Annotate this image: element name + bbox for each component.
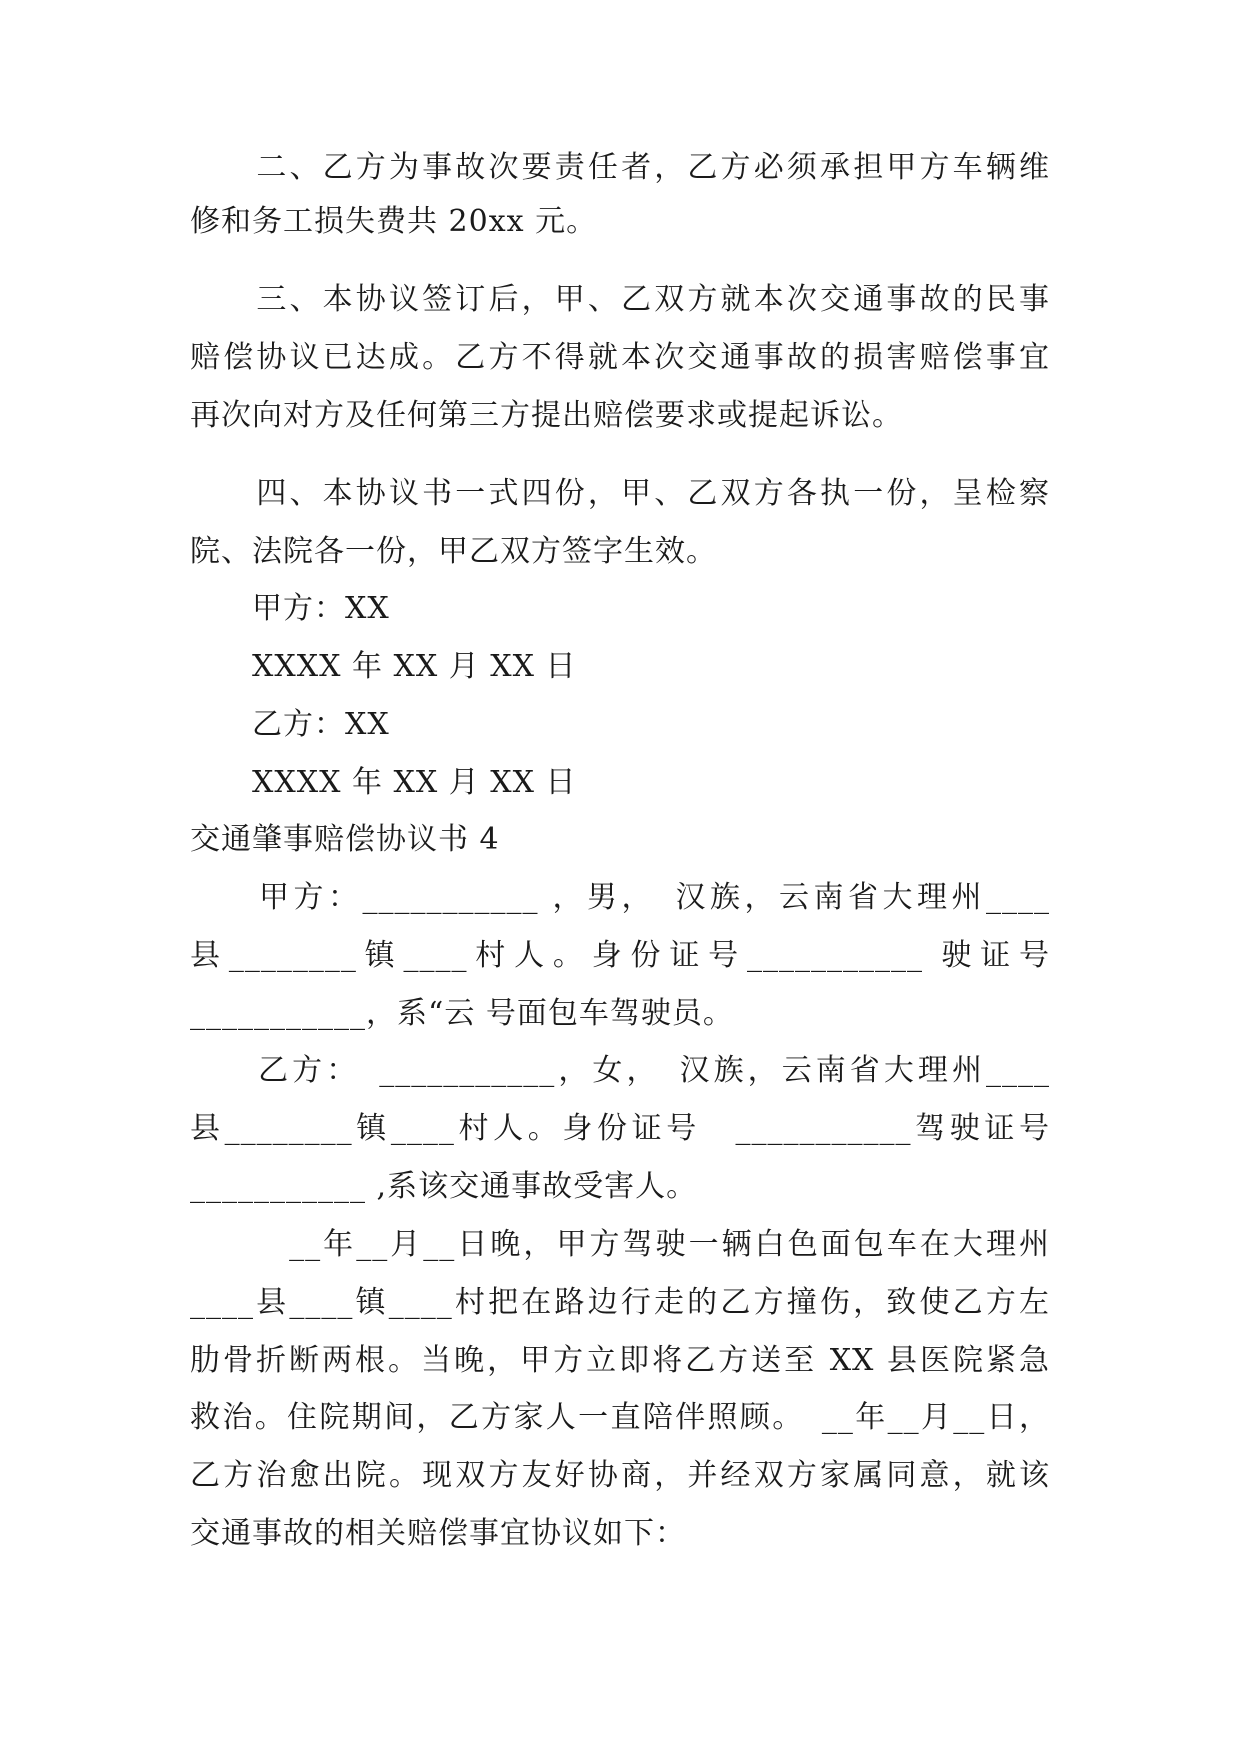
signature-party-b: 乙方：XX: [190, 707, 390, 742]
text-line: 乙方治愈出院。现双方友好协商，并经双方家属同意，就该: [190, 1458, 1050, 1493]
signature-party-a: 甲方：XX: [190, 591, 390, 626]
text-line: 四、本协议书一式四份，甲、乙双方各执一份，呈检察: [190, 476, 1050, 511]
text-line: 交通事故的相关赔偿事宜协议如下：: [190, 1516, 686, 1551]
text-line: __年__月__日晚，甲方驾驶一辆白色面包车在大理州: [190, 1227, 1050, 1262]
section-title: 交通肇事赔偿协议书 4: [190, 822, 500, 857]
text-line: 救治。住院期间，乙方家人一直陪伴照顾。 __年__月__日，: [190, 1400, 1050, 1435]
text-line: ____县____镇____村把在路边行走的乙方撞伤，致使乙方左: [190, 1285, 1050, 1320]
text-line: 修和务工损失费共 20xx 元。: [190, 204, 598, 239]
text-line: 乙方： ___________，女， 汉族，云南省大理州____: [190, 1053, 1050, 1088]
text-line: 肋骨折断两根。当晚，甲方立即将乙方送至 XX 县医院紧急: [190, 1343, 1050, 1378]
text-line: 县________镇____村人。身份证号 ___________驾驶证号: [190, 1111, 1050, 1146]
text-line: 二、乙方为事故次要责任者，乙方必须承担甲方车辆维: [190, 150, 1050, 185]
signature-date-a: XXXX 年 XX 月 XX 日: [190, 649, 577, 684]
text-line: ___________ ,系该交通事故受害人。: [190, 1169, 698, 1204]
text-line: 甲方：___________ ，男， 汉族，云南省大理州____: [190, 880, 1050, 915]
text-line: ___________，系“云 号面包车驾驶员。: [190, 996, 734, 1031]
text-line: 赔偿协议已达成。乙方不得就本次交通事故的损害赔偿事宜: [190, 340, 1050, 375]
text-line: 三、本协议签订后，甲、乙双方就本次交通事故的民事: [190, 282, 1050, 317]
signature-date-b: XXXX 年 XX 月 XX 日: [190, 765, 577, 800]
text-line: 再次向对方及任何第三方提出赔偿要求或提起诉讼。: [190, 398, 903, 433]
text-line: 县________镇____村人。身份证号___________ 驶证号: [190, 938, 1050, 973]
text-line: 院、法院各一份，甲乙双方签字生效。: [190, 534, 717, 569]
